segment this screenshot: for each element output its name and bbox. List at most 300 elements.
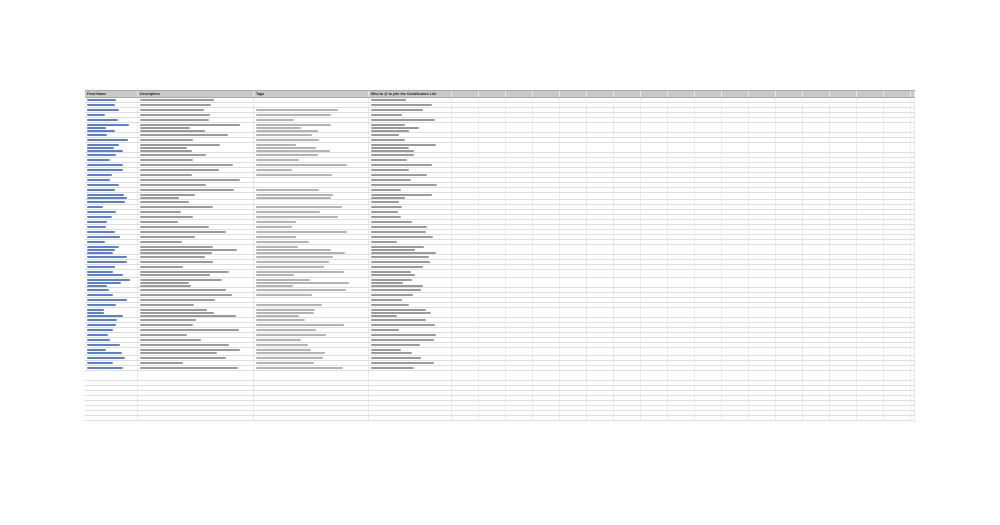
empty-cells <box>452 416 915 420</box>
cell-description <box>138 183 254 187</box>
cell-feed-name[interactable] <box>85 220 138 224</box>
cell-text-line <box>371 134 399 135</box>
table-row <box>85 278 915 288</box>
cell-text-line <box>256 236 296 237</box>
empty-cells <box>452 138 915 142</box>
cell-text-line <box>256 315 299 316</box>
cell-text-line <box>140 184 206 185</box>
cell-description <box>138 371 254 380</box>
cell-feed-name[interactable] <box>85 298 138 302</box>
cell-contributors <box>369 333 452 337</box>
cell-contributors <box>369 288 452 292</box>
cell-text-line <box>371 271 411 272</box>
cell-text-line <box>87 367 123 368</box>
cell-tags <box>254 270 369 277</box>
empty-cells <box>452 235 915 239</box>
cell-text-line <box>371 226 427 227</box>
cell-tags <box>254 200 369 204</box>
cell-contributors <box>369 318 452 322</box>
cell-contributors <box>369 123 452 132</box>
cell-text-line <box>140 282 189 283</box>
cell-text-line <box>87 211 116 212</box>
cell-contributors <box>369 200 452 204</box>
cell-feed-name[interactable] <box>85 103 138 107</box>
cell-feed-name[interactable] <box>85 255 138 259</box>
cell-text-line <box>87 150 123 151</box>
cell-feed-name[interactable] <box>85 303 138 307</box>
cell-text-line <box>371 179 411 180</box>
cell-text-line <box>256 352 325 353</box>
cell-feed-name[interactable] <box>85 381 138 385</box>
cell-description <box>138 278 254 287</box>
cell-tags <box>254 113 369 117</box>
cell-text-line <box>371 147 409 148</box>
cell-text-line <box>140 119 209 120</box>
cell-text-line <box>371 344 420 345</box>
cell-text-line <box>87 216 112 217</box>
empty-cells <box>452 386 915 390</box>
cell-text-line <box>87 329 113 330</box>
cell-text-line <box>140 99 214 100</box>
cell-text-line <box>140 352 217 353</box>
column-header-tags[interactable]: Tags <box>254 91 369 97</box>
cell-text-line <box>87 285 107 286</box>
cell-tags <box>254 328 369 332</box>
cell-contributors <box>369 366 452 370</box>
empty-cells <box>452 361 915 365</box>
cell-text-line <box>256 344 308 345</box>
cell-text-line <box>371 109 423 110</box>
cell-contributors <box>369 255 452 259</box>
cell-text-line <box>140 349 240 350</box>
cell-text-line <box>87 159 110 160</box>
cell-tags <box>254 210 369 214</box>
cell-contributors <box>369 298 452 302</box>
cell-feed-name[interactable] <box>85 200 138 204</box>
cell-contributors <box>369 343 452 347</box>
cell-text-line <box>140 206 213 207</box>
cell-feed-name[interactable] <box>85 163 138 167</box>
empty-cells <box>452 356 915 360</box>
cell-tags <box>254 215 369 219</box>
cell-description <box>138 298 254 302</box>
cell-feed-name[interactable] <box>85 348 138 355</box>
cell-text-line <box>256 114 331 115</box>
cell-text-line <box>87 114 105 115</box>
cell-text-line <box>371 211 398 212</box>
cell-text-line <box>140 159 193 160</box>
cell-description <box>138 178 254 182</box>
cell-description <box>138 108 254 112</box>
cell-text-line <box>371 159 407 160</box>
cell-feed-name[interactable] <box>85 183 138 187</box>
cell-contributors <box>369 103 452 107</box>
empty-cells <box>452 288 915 292</box>
cell-text-line <box>87 279 130 280</box>
cell-text-line <box>87 266 115 267</box>
cell-text-line <box>140 294 232 295</box>
cell-description <box>138 308 254 317</box>
cell-text-line <box>87 324 116 325</box>
table-row <box>85 416 915 421</box>
cell-description <box>138 225 254 229</box>
cell-feed-name[interactable] <box>85 338 138 342</box>
cell-text-line <box>87 304 116 305</box>
cell-text-line <box>256 174 332 175</box>
cell-feed-name[interactable] <box>85 230 138 234</box>
cell-text-line <box>371 256 429 257</box>
empty-cells <box>452 245 915 254</box>
cell-tags <box>254 193 369 199</box>
cell-text-line <box>140 279 222 280</box>
cell-tags <box>254 288 369 292</box>
cell-text-line <box>371 154 414 155</box>
cell-tags <box>254 98 369 102</box>
cell-feed-name[interactable] <box>85 288 138 292</box>
cell-text-line <box>87 362 113 363</box>
cell-description <box>138 356 254 360</box>
cell-feed-name[interactable] <box>85 143 138 152</box>
cell-tags <box>254 138 369 142</box>
cell-feed-name[interactable] <box>85 123 138 132</box>
cell-feed-name[interactable] <box>85 411 138 415</box>
empty-cells <box>452 178 915 182</box>
cell-tags <box>254 183 369 187</box>
empty-cells <box>452 220 915 224</box>
cell-description <box>138 200 254 204</box>
cell-feed-name[interactable] <box>85 333 138 337</box>
cell-feed-name[interactable] <box>85 153 138 157</box>
cell-tags <box>254 153 369 157</box>
cell-text-line <box>256 367 343 368</box>
cell-text-line <box>140 179 240 180</box>
cell-text-line <box>256 147 316 148</box>
cell-text-line <box>256 256 333 257</box>
cell-text-line <box>371 127 419 128</box>
cell-text-line <box>87 130 115 131</box>
table-row <box>85 143 915 153</box>
cell-text-line <box>140 216 193 217</box>
cell-text-line <box>140 169 219 170</box>
empty-cells <box>452 293 915 297</box>
cell-feed-name[interactable] <box>85 343 138 347</box>
cell-text-line <box>87 154 116 155</box>
cell-feed-name[interactable] <box>85 188 138 192</box>
cell-text-line <box>256 334 326 335</box>
empty-cells <box>452 371 915 380</box>
cell-text-line <box>256 206 342 207</box>
cell-text-line <box>87 104 115 105</box>
cell-text-line <box>140 319 196 320</box>
cell-text-line <box>140 104 211 105</box>
column-header-contributors[interactable]: Who to @ to join the Contributors List <box>369 91 452 97</box>
cell-text-line <box>256 134 312 135</box>
cell-text-line <box>140 329 239 330</box>
cell-feed-name[interactable] <box>85 210 138 214</box>
cell-text-line <box>256 329 316 330</box>
empty-cells <box>452 163 915 167</box>
cell-text-line <box>256 124 331 125</box>
cell-text-line <box>371 315 397 316</box>
table-row <box>85 245 915 255</box>
cell-tags <box>254 406 369 410</box>
column-header-description[interactable]: Description <box>138 91 254 97</box>
cell-text-line <box>87 315 123 316</box>
cell-description <box>138 386 254 390</box>
cell-contributors <box>369 118 452 122</box>
cell-text-line <box>371 221 412 222</box>
cell-text-line <box>140 144 220 145</box>
cell-text-line <box>256 216 338 217</box>
cell-feed-name[interactable] <box>85 328 138 332</box>
cell-text-line <box>140 256 205 257</box>
cell-text-line <box>371 246 424 247</box>
cell-feed-name[interactable] <box>85 113 138 117</box>
cell-text-line <box>256 309 315 310</box>
cell-text-line <box>140 285 191 286</box>
cell-tags <box>254 265 369 269</box>
cell-text-line <box>371 164 432 165</box>
cell-text-line <box>140 241 182 242</box>
cell-tags <box>254 173 369 177</box>
cell-feed-name[interactable] <box>85 98 138 102</box>
cell-feed-name[interactable] <box>85 108 138 112</box>
cell-feed-name[interactable] <box>85 235 138 239</box>
cell-feed-name[interactable] <box>85 240 138 244</box>
cell-feed-name[interactable] <box>85 178 138 182</box>
cell-feed-name[interactable] <box>85 391 138 395</box>
empty-cells <box>452 406 915 410</box>
cell-text-line <box>140 221 178 222</box>
cell-text-line <box>371 312 431 313</box>
cell-feed-name[interactable] <box>85 323 138 327</box>
cell-feed-name[interactable] <box>85 138 138 142</box>
cell-contributors <box>369 391 452 395</box>
cell-description <box>138 123 254 132</box>
empty-cells <box>452 225 915 229</box>
cell-text-line <box>256 319 305 320</box>
cell-text-line <box>256 119 294 120</box>
cell-text-line <box>140 246 213 247</box>
cell-text-line <box>140 344 229 345</box>
cell-text-line <box>140 147 187 148</box>
cell-text-line <box>140 299 215 300</box>
cell-feed-name[interactable] <box>85 260 138 264</box>
cell-description <box>138 188 254 192</box>
cell-description <box>138 138 254 142</box>
cell-contributors <box>369 356 452 360</box>
cell-description <box>138 230 254 234</box>
cell-text-line <box>371 189 401 190</box>
cell-contributors <box>369 183 452 187</box>
empty-cells <box>452 270 915 277</box>
cell-text-line <box>140 274 210 275</box>
cell-feed-name[interactable] <box>85 386 138 390</box>
cell-text-line <box>371 174 427 175</box>
empty-cells <box>452 183 915 187</box>
cell-text-line <box>87 144 119 145</box>
cell-contributors <box>369 245 452 254</box>
cell-tags <box>254 356 369 360</box>
cell-text-line <box>371 130 409 131</box>
cell-feed-name[interactable] <box>85 270 138 277</box>
empty-cells <box>452 230 915 234</box>
cell-contributors <box>369 371 452 380</box>
cell-feed-name[interactable] <box>85 396 138 400</box>
cell-tags <box>254 308 369 317</box>
cell-tags <box>254 163 369 167</box>
cell-contributors <box>369 308 452 317</box>
cell-feed-name[interactable] <box>85 278 138 287</box>
cell-description <box>138 303 254 307</box>
cell-tags <box>254 118 369 122</box>
cell-text-line <box>371 334 436 335</box>
cell-feed-name[interactable] <box>85 293 138 297</box>
cell-text-line <box>140 266 183 267</box>
empty-cells <box>452 123 915 132</box>
cell-tags <box>254 386 369 390</box>
cell-tags <box>254 381 369 385</box>
cell-feed-name[interactable] <box>85 366 138 370</box>
cell-contributors <box>369 230 452 234</box>
cell-description <box>138 293 254 297</box>
cell-feed-name[interactable] <box>85 215 138 219</box>
cell-text-line <box>87 309 104 310</box>
cell-feed-name[interactable] <box>85 356 138 360</box>
cell-tags <box>254 230 369 234</box>
cell-text-line <box>371 357 421 358</box>
cell-text-line <box>371 139 405 140</box>
cell-description <box>138 205 254 209</box>
cell-text-line <box>371 231 426 232</box>
cell-text-line <box>140 249 237 250</box>
cell-text-line <box>87 344 120 345</box>
cell-text-line <box>87 147 114 148</box>
cell-description <box>138 338 254 342</box>
cell-contributors <box>369 416 452 420</box>
cell-feed-name[interactable] <box>85 168 138 172</box>
cell-text-line <box>87 139 128 140</box>
cell-description <box>138 193 254 199</box>
cell-feed-name[interactable] <box>85 193 138 199</box>
cell-text-line <box>87 282 121 283</box>
cell-feed-name[interactable] <box>85 401 138 405</box>
cell-text-line <box>371 252 436 253</box>
table-body <box>85 98 915 421</box>
empty-cells <box>452 173 915 177</box>
cell-description <box>138 255 254 259</box>
cell-description <box>138 381 254 385</box>
cell-text-line <box>87 109 119 110</box>
cell-text-line <box>371 282 403 283</box>
cell-contributors <box>369 406 452 410</box>
empty-cells <box>452 265 915 269</box>
cell-text-line <box>140 357 226 358</box>
cell-text-line <box>371 104 432 105</box>
cell-tags <box>254 240 369 244</box>
cell-text-line <box>371 119 435 120</box>
cell-text-line <box>256 249 331 250</box>
cell-description <box>138 158 254 162</box>
empty-cells <box>452 240 915 244</box>
empty-cells <box>452 401 915 405</box>
empty-cells <box>452 308 915 317</box>
cell-description <box>138 323 254 327</box>
cell-feed-name[interactable] <box>85 416 138 420</box>
cell-tags <box>254 366 369 370</box>
empty-cells <box>452 205 915 209</box>
cell-text-line <box>256 150 330 151</box>
cell-text-line <box>87 289 109 290</box>
empty-cells <box>452 381 915 385</box>
cell-feed-name[interactable] <box>85 371 138 380</box>
cell-text-line <box>256 241 309 242</box>
cell-feed-name[interactable] <box>85 133 138 137</box>
cell-text-line <box>140 362 183 363</box>
cell-text-line <box>371 299 402 300</box>
cell-tags <box>254 158 369 162</box>
cell-text-line <box>256 274 294 275</box>
cell-text-line <box>140 150 192 151</box>
cell-description <box>138 240 254 244</box>
cell-description <box>138 215 254 219</box>
cell-text-line <box>371 236 433 237</box>
cell-text-line <box>256 246 298 247</box>
cell-description <box>138 143 254 152</box>
cell-contributors <box>369 188 452 192</box>
cell-contributors <box>369 98 452 102</box>
cell-text-line <box>256 189 319 190</box>
cell-text-line <box>140 339 201 340</box>
empty-cells <box>452 193 915 199</box>
cell-text-line <box>256 127 301 128</box>
cell-feed-name[interactable] <box>85 118 138 122</box>
cell-description <box>138 113 254 117</box>
cell-text-line <box>87 124 129 125</box>
cell-tags <box>254 371 369 380</box>
cell-feed-name[interactable] <box>85 361 138 365</box>
cell-text-line <box>87 249 115 250</box>
cell-description <box>138 288 254 292</box>
table-row <box>85 123 915 133</box>
cell-text-line <box>256 271 344 272</box>
cell-text-line <box>371 319 426 320</box>
cell-feed-name[interactable] <box>85 173 138 177</box>
cell-text-line <box>256 139 319 140</box>
cell-text-line <box>140 367 238 368</box>
cell-feed-name[interactable] <box>85 318 138 322</box>
cell-text-line <box>371 184 437 185</box>
cell-feed-name[interactable] <box>85 245 138 254</box>
column-header-feed-name[interactable]: Feed Name <box>85 91 138 97</box>
cell-feed-name[interactable] <box>85 308 138 317</box>
cell-contributors <box>369 215 452 219</box>
cell-contributors <box>369 338 452 342</box>
cell-feed-name[interactable] <box>85 158 138 162</box>
cell-description <box>138 361 254 365</box>
cell-feed-name[interactable] <box>85 265 138 269</box>
cell-contributors <box>369 240 452 244</box>
cell-contributors <box>369 328 452 332</box>
cell-text-line <box>140 309 207 310</box>
cell-feed-name[interactable] <box>85 225 138 229</box>
cell-text-line <box>371 367 414 368</box>
cell-text-line <box>87 271 113 272</box>
cell-feed-name[interactable] <box>85 406 138 410</box>
cell-text-line <box>371 349 401 350</box>
cell-feed-name[interactable] <box>85 205 138 209</box>
cell-contributors <box>369 303 452 307</box>
